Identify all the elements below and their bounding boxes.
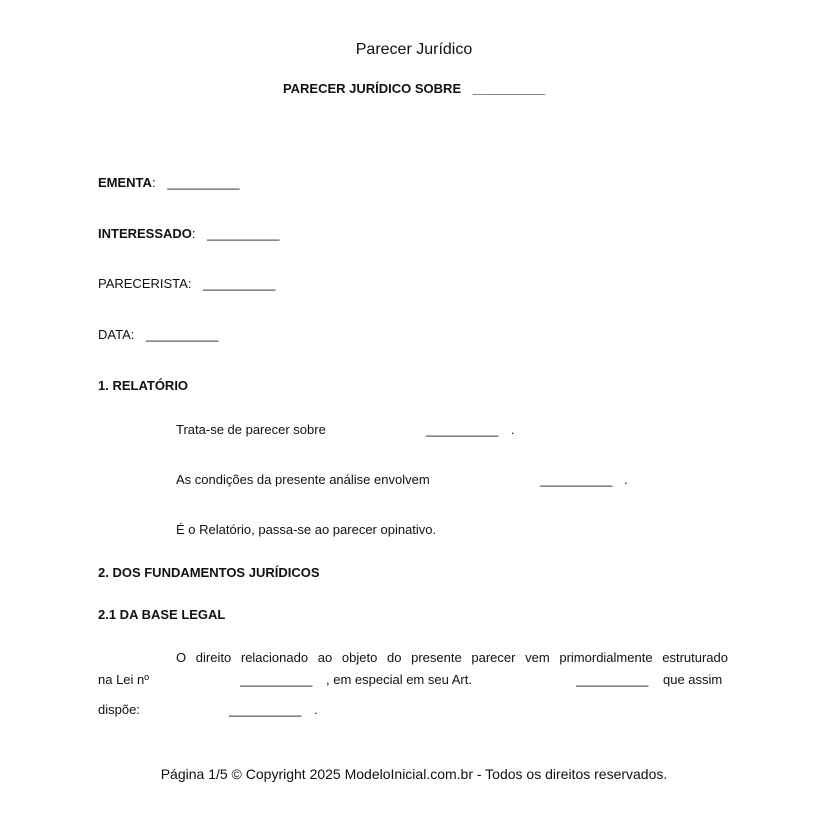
ementa-label: EMENTA xyxy=(98,175,152,190)
section-1-heading: 1. RELATÓRIO xyxy=(98,378,189,393)
interessado-blank: __________ xyxy=(207,226,280,241)
relatorio-line-1-period: . xyxy=(511,422,515,437)
base-legal-art-text: , em especial em seu Art. xyxy=(326,672,472,687)
base-legal-dispoe-blank: __________ xyxy=(229,702,302,717)
section-2-heading: 2. DOS FUNDAMENTOS JURÍDICOS xyxy=(98,565,320,580)
relatorio-line-2: As condições da presente análise envolvem xyxy=(176,472,430,487)
interessado-label: INTERESSADO xyxy=(98,226,192,241)
base-legal-que-assim: que assim xyxy=(663,672,723,687)
base-legal-lei-blank: __________ xyxy=(240,672,313,687)
base-legal-lei-label: na Lei nº xyxy=(98,672,150,687)
data-blank: __________ xyxy=(145,327,219,342)
page-footer: Página 1/5 © Copyright 2025 ModeloInicial.com.br - Todos os direitos reservados. xyxy=(160,766,668,782)
main-title-blank: __________ xyxy=(472,81,546,96)
interessado-field xyxy=(98,226,279,241)
parecerista-blank: __________ xyxy=(203,276,276,291)
base-legal-paragraph-line-1: O direito relacionado ao objeto do presente parecer vem primordialmente estruturado xyxy=(176,650,728,665)
relatorio-line-2-blank: __________ xyxy=(540,472,613,487)
base-legal-dispoe-period: . xyxy=(314,702,318,717)
base-legal-dispoe-label: dispõe: xyxy=(98,702,140,717)
main-title-text: PARECER JURÍDICO SOBRE xyxy=(282,81,462,96)
relatorio-line-1-blank: __________ xyxy=(426,422,499,437)
document-header-title: Parecer Jurídico xyxy=(355,41,473,58)
interessado-colon: : xyxy=(191,226,196,241)
base-legal-art-blank: __________ xyxy=(576,672,649,687)
data-label: DATA: xyxy=(98,327,135,342)
ementa-blank: __________ xyxy=(167,175,240,190)
parecerista-label: PARECERISTA: xyxy=(98,276,192,291)
section-2-1-heading: 2.1 DA BASE LEGAL xyxy=(98,607,226,622)
relatorio-line-2-period: . xyxy=(624,472,628,487)
document-main-title xyxy=(0,81,828,96)
relatorio-line-3: É o Relatório, passa-se ao parecer opinativo. xyxy=(176,522,437,537)
parecerista-field xyxy=(98,276,275,291)
relatorio-line-1: Trata-se de parecer sobre xyxy=(176,422,326,437)
ementa-field xyxy=(98,175,240,190)
ementa-colon: : xyxy=(151,175,156,190)
data-field xyxy=(98,327,218,342)
